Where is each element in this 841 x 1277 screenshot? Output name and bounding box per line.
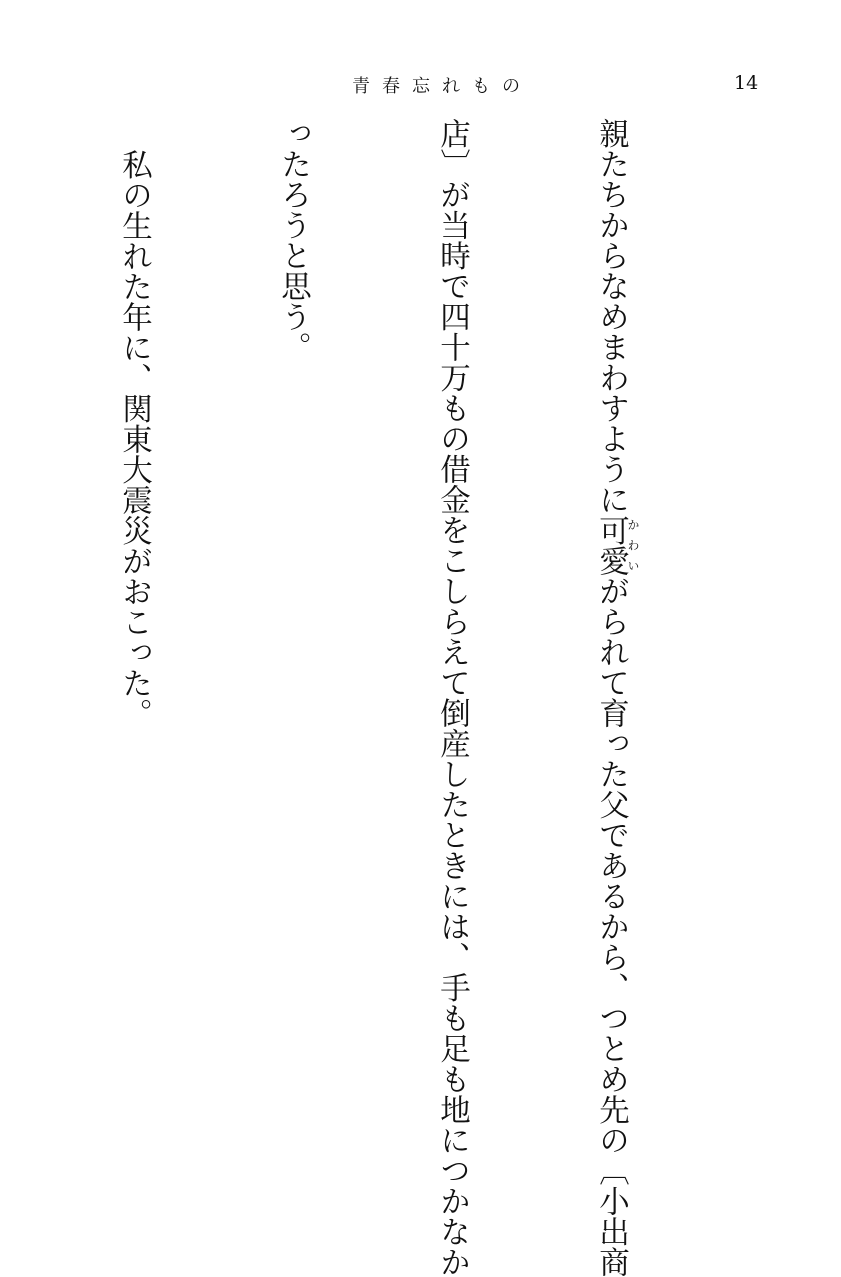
running-title: 青春忘れもの [352,76,532,97]
vertical-body-text [45,118,745,1277]
text-line: ったろうと思う。 [275,118,311,362]
furigana: 可愛かわい [593,514,640,576]
text-line: 私の生れた年に、関東大震災がおこった。 [116,148,152,728]
text-line: 店〕が当時で四十万もの借金をこしらえて倒産したときには、手も足も地につかなか [434,118,470,1277]
page-number: 14 [734,72,759,94]
text-line [0,118,2,1118]
text-line: 親たちからなめまわすように可愛かわいがられて育った父であるから、つとめ先の〔小出商 [593,118,640,1277]
